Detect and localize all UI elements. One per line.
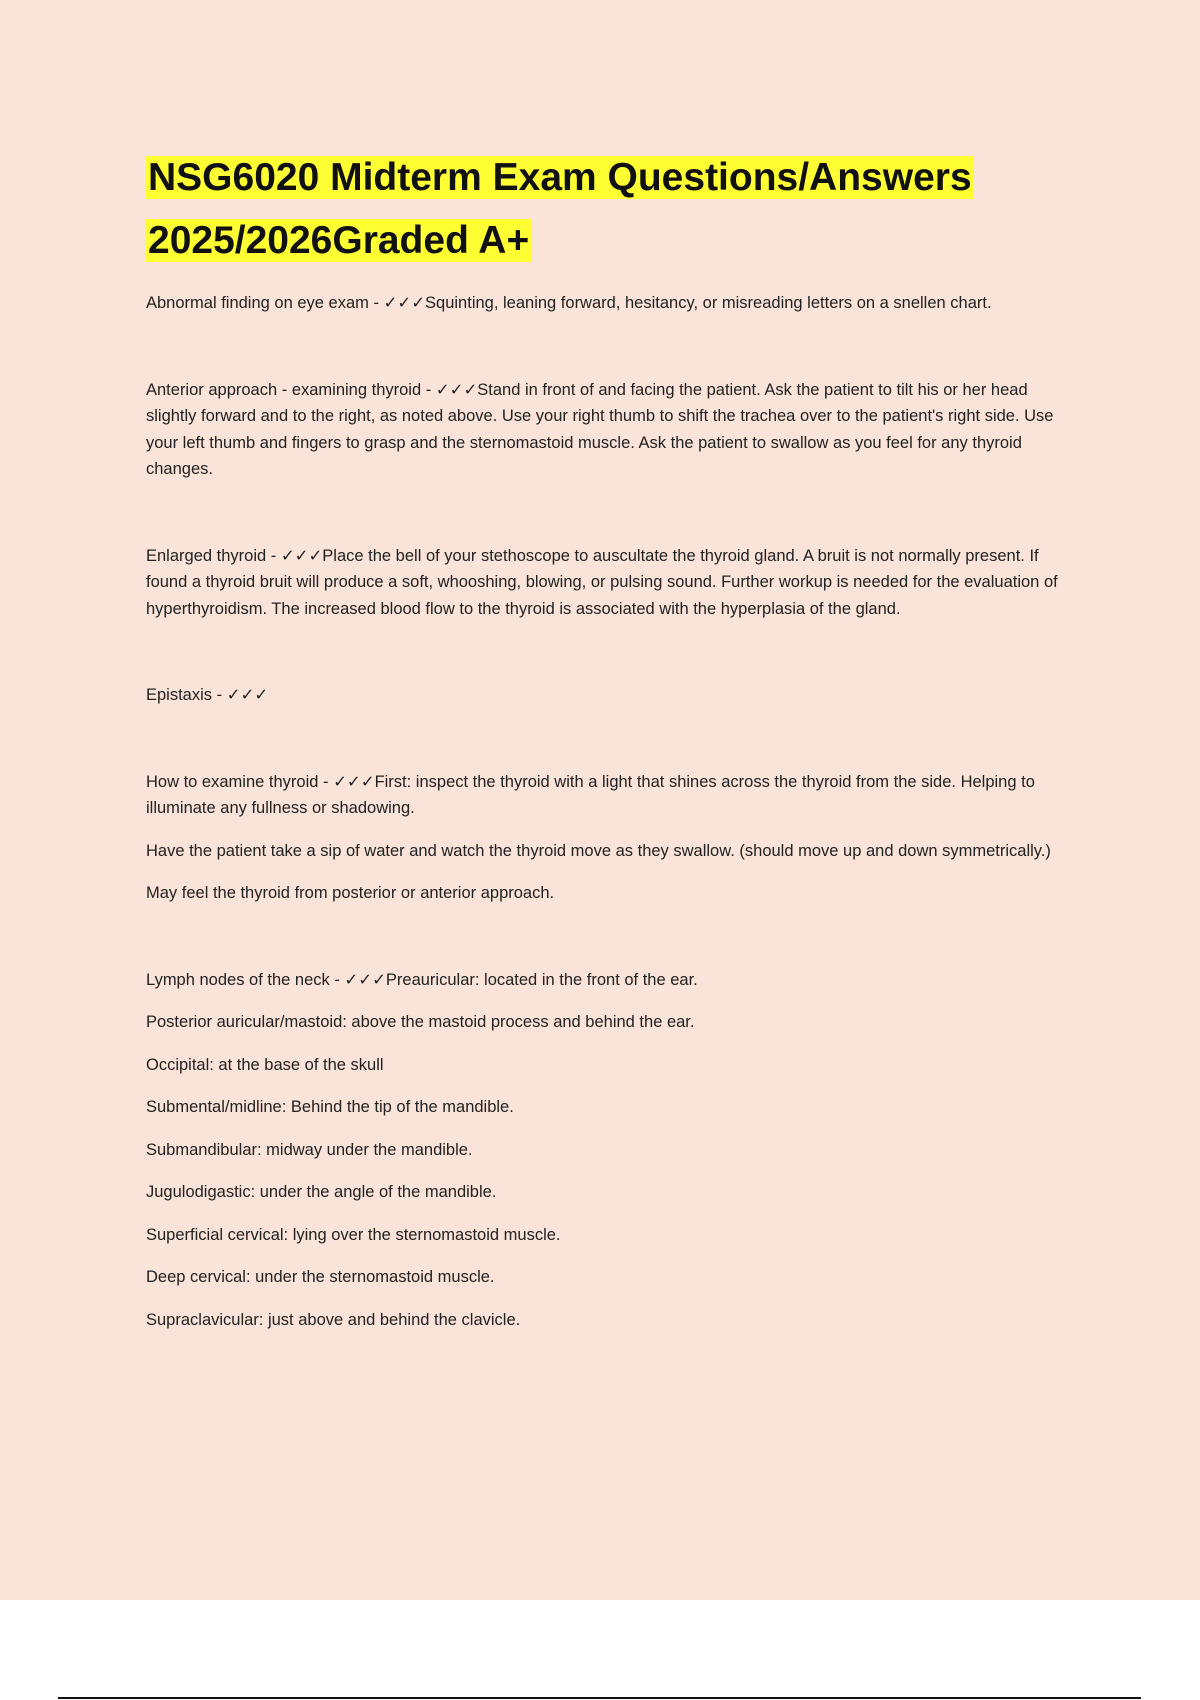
- qa-paragraph: Posterior auricular/mastoid: above the mastoid process and behind the ear.: [146, 1013, 695, 1031]
- qa-answer: Preauricular: located in the front of the ear.: [385, 970, 698, 989]
- qa-paragraph: Have the patient take a sip of water and watch the thyroid move as they swallow. (should move up and down symmetrically.): [146, 841, 1051, 860]
- qa-term: How to examine thyroid - ✓✓✓: [146, 772, 375, 791]
- qa-paragraph: [146, 967, 1076, 994]
- qa-item-lymph-nodes: [146, 967, 1076, 1334]
- qa-paragraph: [146, 377, 1076, 483]
- qa-paragraph: Occipital: at the base of the skull: [146, 1055, 384, 1074]
- title-line-1: NSG6020 Midterm Exam Questions/Answers: [148, 156, 972, 199]
- qa-term: Epistaxis - ✓✓✓: [146, 686, 269, 704]
- qa-paragraph: [146, 682, 1076, 709]
- qa-term: Lymph nodes of the neck - ✓✓✓: [146, 970, 386, 989]
- document-content: [146, 146, 1076, 1333]
- qa-paragraph: Superficial cervical: lying over the sternomastoid muscle.: [146, 1225, 561, 1244]
- qa-term: Enlarged thyroid - ✓✓✓: [146, 546, 323, 565]
- qa-term: Abnormal finding on eye exam - ✓✓✓: [146, 294, 426, 312]
- qa-answer: First: inspect the thyroid with a light that shines across the thyroid from the side. Helping to illuminate any fullness or shadowing.: [146, 772, 1035, 817]
- qa-answer: Squinting, leaning forward, hesitancy, or misreading letters on a snellen chart.: [425, 294, 992, 312]
- qa-paragraph: [146, 769, 1076, 822]
- qa-answer: Stand in front of and facing the patient. Ask the patient to tilt his or her head slightly forward and to the right, as noted above. Use your right thumb to shift the trachea over to the patient's right side. Use your left thumb and fingers to grasp and the sternomastoid muscle. Ask the patient to swallow as you feel for any thyroid changes.: [146, 380, 1054, 478]
- qa-item-eye-exam: [146, 290, 1076, 317]
- footer-divider: [58, 1697, 1141, 1699]
- document-title: [146, 146, 1076, 272]
- qa-term: Anterior approach - examining thyroid - ✓✓✓: [146, 380, 478, 399]
- qa-paragraph: Supraclavicular: just above and behind the clavicle.: [146, 1310, 521, 1329]
- qa-paragraph: May feel the thyroid from posterior or anterior approach.: [146, 884, 555, 902]
- qa-item-epistaxis: [146, 682, 1076, 709]
- qa-paragraph: [146, 543, 1076, 623]
- qa-answer: Place the bell of your stethoscope to auscultate the thyroid gland. A bruit is not normally present. If found a thyroid bruit will produce a soft, whooshing, blowing, or pulsing sound. Further workup is needed for the evaluation of hyperthyroidism. The increased blood flow to the thyroid is associated with the hyperplasia of the gland.: [146, 546, 1058, 618]
- qa-paragraph: Deep cervical: under the sternomastoid muscle.: [146, 1268, 495, 1286]
- qa-item-enlarged-thyroid: [146, 543, 1076, 623]
- qa-paragraph: Submental/midline: Behind the tip of the mandible.: [146, 1098, 514, 1116]
- qa-item-examine-thyroid: [146, 769, 1076, 907]
- qa-paragraph: Submandibular: midway under the mandible.: [146, 1140, 473, 1159]
- qa-item-anterior-approach: [146, 377, 1076, 483]
- qa-paragraph: [146, 290, 1076, 317]
- qa-paragraph: Jugulodigastic: under the angle of the mandible.: [146, 1183, 497, 1201]
- title-line-2: 2025/2026Graded A+: [148, 219, 530, 262]
